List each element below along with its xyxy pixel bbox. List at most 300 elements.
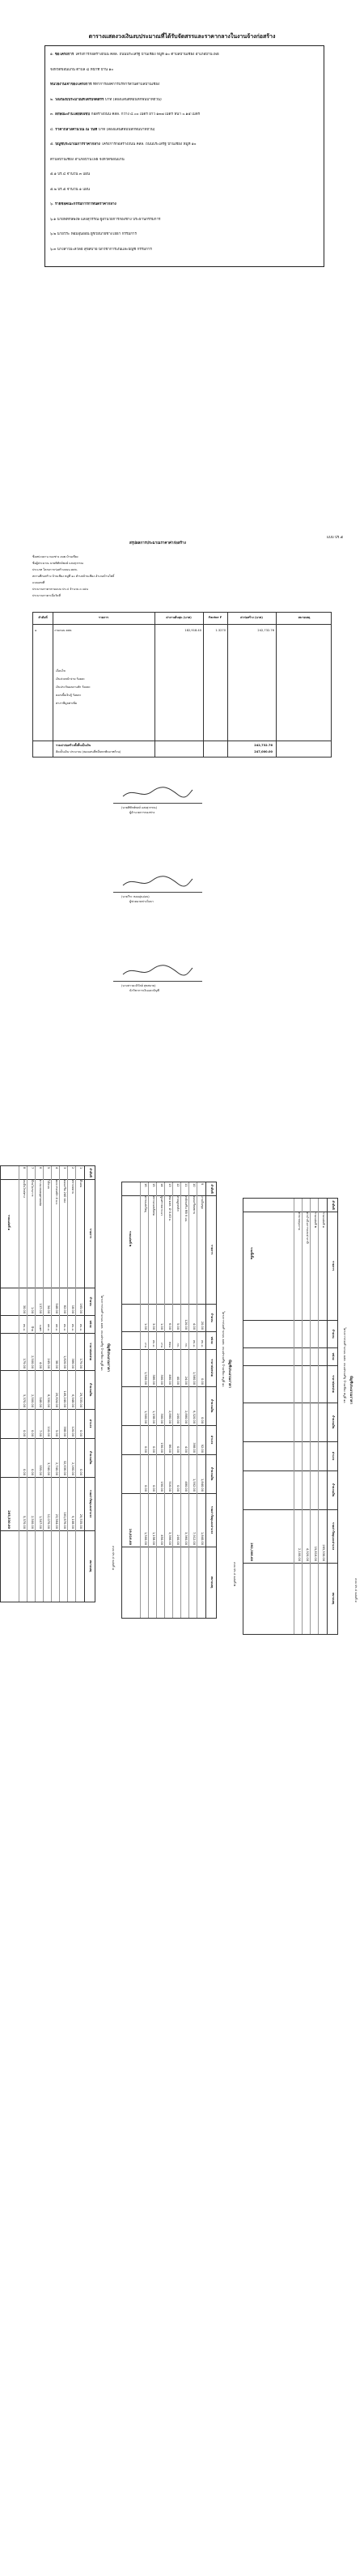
boq-cell: 516.00 <box>168 1481 171 1492</box>
boq-cell: 200.00 <box>176 1413 180 1424</box>
boq-cell: ทรายหยาบ <box>71 1180 74 1195</box>
info-number: ๑. <box>50 53 55 57</box>
round-value: 247,000.00 <box>254 750 273 753</box>
boq-sub: โครงการก่อสร้างถนน คสล. ถนนประเสริฐ บ้านเชียง หมู่ที่ ๑๐ <box>222 1311 225 1387</box>
boq-tag: แบบ ปร.๔ แผ่นที่ ๒ <box>233 1562 236 1586</box>
condition-line: เงินประกันผลงานหัก ร้อยละ <box>56 685 91 689</box>
boq-col-line <box>1 1530 95 1531</box>
total-label: รวมค่าก่อสร้างทั้งสิ้นเป็นเงิน <box>56 744 91 747</box>
boq-cell: 2,500.00 <box>31 1394 34 1407</box>
boq-cell: 2,880.00 <box>184 1410 188 1424</box>
info-text: โครงการก่อสร้างถนน คสล. ถนนประเสริฐ บ้านเชียง หมู่ที่ ๑๐ <box>101 142 197 146</box>
boq-header-cell: หมายเหตุ <box>210 1576 214 1589</box>
signature-scribble <box>121 874 194 890</box>
boq-cell: เมตร <box>39 1325 42 1331</box>
boq-cell: 15 <box>152 1183 155 1187</box>
boq-cell: 29,535.00 <box>79 1513 83 1529</box>
boq-cell: 1,500.00 <box>144 1371 147 1385</box>
boq-cell: 0.00 <box>31 1429 34 1437</box>
info-number: ๒. <box>50 97 55 102</box>
signer-name: (นายวีระ หอมอุ่นอ่อน) <box>121 895 150 898</box>
info-label: รายชื่อคณะกรรมการกำหนดราคากลาง <box>54 202 116 206</box>
table-row-cell: 1.3270 <box>215 629 226 632</box>
boq-cell: ค่าขนส่งวัสดุ <box>144 1196 147 1212</box>
boq-cell: 1,158.00 <box>152 1531 155 1545</box>
boq-cell: 86.00 <box>168 1444 171 1453</box>
boq-cell: ลบ.ม. <box>201 1339 204 1347</box>
signer-name: (นายพิทักษ์พงษ์ แสงสุวรรณ) <box>121 806 157 809</box>
table-col-line <box>154 613 155 757</box>
boq-cell: 179.00 <box>23 1358 26 1369</box>
boq-cell: 1,507.00 <box>39 1515 42 1529</box>
boq-sum-label: รวมแผ่นที่ ๒ <box>129 1231 132 1247</box>
condition-line: ค่าภาษีมูลค่าเพิ่ม <box>56 702 78 705</box>
info-number: ๕. <box>50 142 56 146</box>
boq-header-cell: รวมค่าวัสดุและค่าแรง <box>332 1521 335 1551</box>
boq-row-line <box>51 1166 52 1602</box>
table-header-line <box>33 624 331 625</box>
boq-cell: 0.00 <box>201 1377 204 1385</box>
boq-row-line <box>140 1182 141 1618</box>
info-text: จังหวัดขอนแก่น ตำบล ๘ หน้าที่ บ้าน ๑๐ <box>50 67 114 72</box>
boq-cell: 0.00 <box>201 1416 204 1424</box>
info-line <box>50 68 319 73</box>
info-text: บาท (สองแสนสี่หมื่นหกพันบาทถ้วน) <box>98 127 155 132</box>
boq-cell: ลบ.ม. <box>71 1323 74 1331</box>
boq-cell: 2,500.00 <box>31 1355 34 1369</box>
boq-header-cell: จำนวนเงิน <box>210 1466 214 1481</box>
boq-col-line <box>243 1470 337 1471</box>
boq-header-cell: ลำดับที่ <box>332 1200 335 1210</box>
info-number: ๓. <box>50 112 55 117</box>
boq-cell: 548.00 <box>55 1303 58 1313</box>
boq-cell: 5.00 <box>55 1429 58 1437</box>
info-text: ๕.๑ ปร.๔ จำนวน ๓ แผ่น <box>50 172 91 176</box>
boq-cell: 165.00 <box>79 1303 83 1313</box>
summary-section <box>32 542 332 1109</box>
boq-cell: ป้ายโครงการ <box>31 1180 34 1197</box>
boq-cell: 13 <box>168 1183 171 1187</box>
boq-cell: ตะแกรงเหล็ก 4 มม. <box>55 1180 58 1205</box>
boq-cell: 0.00 <box>31 1468 34 1475</box>
boq-cell: 14 <box>160 1183 163 1187</box>
summary-meta: ประเภท โครงการก่อสร้างถนน คสล. <box>32 568 78 571</box>
boq-header-cell: รวมค่าวัสดุและค่าแรง <box>210 1505 214 1534</box>
boq-row-line <box>180 1182 181 1618</box>
boq-col-line <box>243 1365 337 1366</box>
boq-header-cell: ค่าแรง <box>210 1435 214 1445</box>
boq-cell: 0.00 <box>79 1429 83 1437</box>
project-info-box <box>44 45 324 267</box>
boq-header-cell: จำนวนเงิน <box>89 1382 92 1397</box>
boq-cell: 3,396.00 <box>168 1531 171 1545</box>
boq-header: บัญชีประมาณราคา <box>228 1360 232 1388</box>
boq-header: บัญชีประมาณราคา <box>349 1376 353 1404</box>
boq-sum-label: รวมแผ่นที่ ๑ <box>7 1215 11 1231</box>
table-header-cell: รายการ <box>98 616 109 619</box>
boq-cell: 6,948.00 <box>71 1394 74 1407</box>
boq-cell: 2,500.00 <box>31 1515 34 1529</box>
boq-cell: ลบ.ม. <box>23 1323 26 1331</box>
boq-cell: 1,500.00 <box>144 1531 147 1545</box>
boq-header-cell: ลำดับที่ <box>210 1184 214 1194</box>
boq-table <box>0 1165 95 1602</box>
info-line <box>50 53 319 57</box>
summary-meta: ประมาณราคาเมื่อวันที่ <box>32 594 61 597</box>
boq-sum-value: 292,366.00 <box>250 1543 253 1561</box>
boq-sub: โครงการก่อสร้างถนน คสล. ถนนประเสริฐ บ้านเชียง หมู่ที่ ๑๐ <box>343 1327 346 1403</box>
signer-role: นักวิชาการเงินและบัญชี <box>129 989 159 992</box>
condition-line: เงินล่วงหน้าจ่าย ร้อยละ <box>56 677 85 681</box>
boq-cell: 1.00 <box>31 1306 34 1313</box>
info-line <box>50 128 319 133</box>
boq-cell: 265,530.00 <box>322 1544 325 1561</box>
table-row-cell: งานถนน คสล. <box>54 629 73 632</box>
info-text: ตำบลบ้านเชียง อำเภอบ้านโพธิ์ จังหวัดขอนแก่น <box>50 157 125 162</box>
boq-cell: 2 <box>71 1167 74 1169</box>
boq-cell: ลบ.ม. <box>152 1339 155 1347</box>
boq-cell: 1,500.00 <box>144 1410 147 1424</box>
boq-col-line <box>243 1441 337 1442</box>
boq-row-line <box>43 1166 44 1602</box>
boq-cell: 1.00 <box>144 1322 147 1330</box>
boq-cell: 0.00 <box>23 1429 26 1437</box>
boq-cell: 29,535.00 <box>79 1392 83 1407</box>
info-label: หน่วยงานเจ้าของโครงการ <box>50 83 93 87</box>
info-label: วงเงินงบประมาณที่ได้รับจัดสรร <box>54 97 105 102</box>
boq-cell: 92.00 <box>201 1444 204 1453</box>
boq-cell: 3,360.00 <box>184 1531 188 1545</box>
boq-header-cell: รวมค่าวัสดุและค่าแรง <box>89 1489 92 1518</box>
boq-cell: 1 <box>79 1167 83 1169</box>
boq-cell: ถมดินไหล่ทาง <box>23 1180 26 1198</box>
boq-cell: 149,240.00 <box>63 1390 66 1407</box>
info-text: ที่ทำการองค์การบริหารส่วนตำบลบ้านเชียง <box>92 83 160 87</box>
table-header-cell: ค่าก่อสร้าง (บาท) <box>240 616 263 619</box>
signer-role: ผู้อำนวยการกองช่าง <box>129 811 155 814</box>
boq-sheet <box>121 1182 235 1619</box>
info-text: ๖.๓ นางสาวมะลิวัลย์ สุขสบาย นักวิชาการเงินและบัญชี กรรมการ <box>50 247 152 252</box>
table-col-line <box>227 613 228 757</box>
boq-cell: ป้าย <box>31 1326 34 1331</box>
boq-cell: งาน <box>160 1342 163 1347</box>
info-line <box>50 188 319 193</box>
boq-row-line <box>156 1182 157 1618</box>
boq-cell: ลบ.ม. <box>193 1339 196 1347</box>
boq-row-line <box>302 1199 303 1634</box>
total-value: 242,732.76 <box>254 744 273 747</box>
boq-col-line <box>243 1347 337 1348</box>
boq-cell: 450.00 <box>160 1534 163 1545</box>
boq-header-cell: รายการ <box>89 1228 92 1239</box>
boq-row-line <box>59 1166 60 1602</box>
boq-cell: 7.00 <box>39 1429 42 1437</box>
boq-cell: ลบ.ม. <box>79 1323 83 1331</box>
info-text: โครงการก่อสร้างถนน คสล. ถนนประเสริฐ บ้านเชียง หมู่ที่ ๑๐ ตำบลบ้านเชียง อำเภอบ้านโพธิ์ <box>74 53 219 57</box>
boq-cell: 300.00 <box>160 1413 163 1424</box>
info-line <box>50 218 319 223</box>
info-line <box>50 83 319 87</box>
table-row-cell: 242,732.76 <box>257 629 274 632</box>
form-tag: แบบ ปร.๕ <box>327 536 344 540</box>
boq-cell: 12 <box>176 1183 180 1187</box>
boq-cell: 10 <box>193 1183 196 1187</box>
signer-name: (นางสาวมะลิวัลย์ สุขสบาย) <box>121 984 156 987</box>
boq-cell: 386.00 <box>152 1374 155 1385</box>
boq-cell: 3.00 <box>152 1322 155 1330</box>
boq-cell: 179.00 <box>79 1358 83 1369</box>
boq-header-cell: จำนวนเงิน <box>89 1450 92 1465</box>
boq-row-line <box>188 1182 189 1618</box>
boq-cell: 1,592.00 <box>193 1478 196 1492</box>
boq-cell: 9 <box>201 1183 204 1186</box>
boq-header-line <box>84 1166 85 1602</box>
boq-row-line <box>67 1166 68 1602</box>
info-text: ๕.๒ ปร.๕ จำนวน ๑ แผ่น <box>50 187 90 192</box>
boq-cell: 5 <box>47 1167 50 1169</box>
boq-cell: รวมแผ่นที่ ๒ <box>314 1212 317 1229</box>
summary-meta: ชื่อหน่วยงาน กองช่าง อบต.บ้านเชียง <box>32 555 78 558</box>
round-note: คิดเป็นเงิน ประมาณ (สองแสนสี่หมื่นหกพันบาทถ้วน) <box>56 750 121 753</box>
boq-cell: งาน <box>144 1342 147 1347</box>
boq-cell: เหล็กเสริม RB 9 มม. <box>184 1196 188 1223</box>
boq-row-line <box>310 1199 311 1634</box>
boq-cell: 1,580.00 <box>193 1371 196 1385</box>
boq-header-cell: รายการ <box>332 1260 335 1271</box>
boq-cell: 200.00 <box>176 1534 180 1545</box>
boq-cell: 300.00 <box>160 1374 163 1385</box>
boq-cell: 0.00 <box>144 1445 147 1453</box>
info-line <box>50 142 319 147</box>
info-text: ก่อสร้างถนน คสล. กว้าง ๔.๐๐ เมตร ยาว ๑๓๗ เมตร หนา ๐.๑๕ เมตร <box>91 112 201 117</box>
boq-header-cell: หน่วย <box>89 1320 92 1328</box>
boq-row-line <box>35 1166 36 1602</box>
boq-cell: 1,840.00 <box>201 1478 204 1492</box>
boq-sum-value: 19,816.00 <box>129 1528 132 1545</box>
boq-cell: ตร.ม. <box>47 1324 50 1331</box>
info-line <box>50 158 319 163</box>
boq-cell: 3 <box>63 1167 66 1169</box>
boq-cell: 8,330.00 <box>47 1394 50 1407</box>
info-line <box>50 112 319 117</box>
summary-meta: แบบเลขที่ <box>32 581 45 584</box>
boq-tag: แบบ ปร.๔ แผ่นที่ ๑ <box>112 1546 115 1570</box>
boq-cell: ค่าดำเนินการและค่าภาษี <box>306 1212 309 1244</box>
boq-cell: 34.00 <box>47 1305 50 1313</box>
info-text: บาท (สองแสนสี่หมื่นหกพันบาทถ้วน) <box>104 97 162 102</box>
info-line <box>50 202 319 207</box>
boq-cell: 2,160.00 <box>71 1462 74 1475</box>
boq-sub: โครงการก่อสร้างถนน คสล. ถนนประเสริฐ บ้านเชียง หมู่ที่ ๑๐ <box>100 1295 104 1371</box>
boq-cell: 2,740.00 <box>55 1462 58 1475</box>
boq-cell: 5.00 <box>176 1322 180 1330</box>
boq-cell: 398.00 <box>63 1426 66 1437</box>
boq-cell: 0.00 <box>144 1484 147 1492</box>
boq-cell: 5,370.00 <box>23 1515 26 1529</box>
boq-cell: งานดินขุด <box>201 1196 204 1209</box>
boq-cell: ลวดผูกเหล็ก <box>176 1196 180 1212</box>
boq-area <box>0 1165 364 2574</box>
boq-table <box>243 1198 338 1635</box>
boq-cell: 6 <box>39 1167 42 1169</box>
boq-cell: 137.00 <box>39 1303 42 1313</box>
info-number: ๖. <box>50 202 55 206</box>
boq-cell: 4 <box>55 1167 58 1169</box>
table-row-cell: ๑ <box>35 629 37 632</box>
boq-cell: 38.00 <box>55 1360 58 1369</box>
boq-header-cell: จำนวน <box>89 1296 92 1306</box>
document-title: ตารางแสดงวงเงินงบประมาณที่ได้รับจัดสรรและราคากลางในงานจ้างก่อสร้าง <box>88 33 276 40</box>
boq-cell: ปูนทรายยาแนว <box>160 1196 163 1216</box>
summary-meta: ประมาณราคาตามแบบ ปร.๔ จำนวน ๓ แผ่น <box>32 588 88 591</box>
boq-header-line <box>327 1199 328 1634</box>
boq-cell: 1,820.00 <box>63 1355 66 1369</box>
boq-cell: 24.00 <box>184 1376 188 1385</box>
boq-cell: 2,100.00 <box>298 1547 301 1561</box>
boq-header-cell: หมายเหตุ <box>332 1592 335 1605</box>
boq-header-cell: หน่วย <box>332 1352 335 1360</box>
info-label: บัญชีประมาณการราคากลาง <box>55 142 102 146</box>
boq-cell: 7 <box>31 1167 34 1169</box>
boq-cell: 4,920.00 <box>306 1547 309 1561</box>
boq-cell: 20,824.00 <box>55 1392 58 1407</box>
boq-header-line <box>205 1182 206 1618</box>
boq-header-cell: หมายเหตุ <box>89 1560 92 1572</box>
boq-sheet <box>0 1165 113 1602</box>
boq-cell: 1,840.00 <box>201 1531 204 1545</box>
boq-header-cell: หน่วย <box>210 1336 214 1344</box>
boq-row-line <box>75 1166 76 1602</box>
boq-cell: ท่อ คสล. Ø 0.40 ม. <box>168 1196 171 1222</box>
info-line <box>50 232 319 237</box>
boq-cell: 5,370.00 <box>23 1394 26 1407</box>
boq-cell: 398.00 <box>193 1442 196 1453</box>
boq-sum-label: รวมทั้งสิ้น <box>250 1247 253 1260</box>
boq-cell: 0.00 <box>79 1468 83 1475</box>
table-header-cell: ค่างานต้นทุน (บาท) <box>166 616 192 619</box>
boq-cell: 0.00 <box>176 1445 180 1453</box>
boq-cell: 181,876.00 <box>63 1512 66 1529</box>
boq-cell: 120.00 <box>184 1319 188 1330</box>
boq-cell: 110.00 <box>47 1426 50 1437</box>
boq-cell: 4.00 <box>193 1322 196 1330</box>
signature-line <box>113 981 202 982</box>
summary-table <box>32 612 332 758</box>
signature-line <box>113 803 202 804</box>
table-header-cell: หมายเหตุ <box>298 616 311 619</box>
boq-cell: 30.00 <box>23 1305 26 1313</box>
boq-header-cell: จำนวนเงิน <box>332 1483 335 1497</box>
boq-header-cell: ราคาต่อหน่วย <box>210 1359 214 1377</box>
boq-header-cell: จำนวน <box>210 1313 214 1322</box>
boq-header: บัญชีประมาณราคา <box>107 1343 111 1372</box>
boq-header-cell: จำนวน <box>332 1329 335 1339</box>
boq-cell: 12,070.00 <box>47 1513 50 1529</box>
info-label: ชื่อโครงการ <box>54 53 75 57</box>
boq-cell: 150.00 <box>160 1442 163 1453</box>
boq-cell: กก. <box>176 1343 180 1347</box>
boq-cell: ลบ.ม. <box>63 1323 66 1331</box>
boq-cell: 1.00 <box>160 1322 163 1330</box>
boq-cell: 82.00 <box>63 1305 66 1313</box>
info-line <box>50 248 319 253</box>
summary-meta: สถานที่ก่อสร้าง บ้านเชียง หมู่ที่ ๑๐ ตำบลบ้านเชียง อำเภอบ้านโพธิ์ <box>32 575 115 578</box>
boq-header-cell: ค่าแรง <box>89 1419 92 1428</box>
boq-row-line <box>172 1182 173 1618</box>
signature-scribble <box>121 963 194 979</box>
boq-cell: ไม้แบบ <box>47 1180 50 1190</box>
boq-cell: 4.00 <box>184 1445 188 1453</box>
info-number: ๔. <box>50 127 56 132</box>
condition-line: ดอกเบี้ยเงินกู้ ร้อยละ <box>56 694 82 697</box>
boq-cell: 3,740.00 <box>47 1462 50 1475</box>
table-row-cell: 182,918.40 <box>184 629 201 632</box>
boq-cell: 0.00 <box>176 1484 180 1492</box>
boq-cell: คอนกรีต 240 ksc <box>63 1180 66 1203</box>
boq-cell: 9,108.00 <box>71 1515 74 1529</box>
condition-line: เงื่อนไข <box>56 669 66 673</box>
boq-cell: 19,816.00 <box>314 1546 317 1561</box>
info-label: ราคากลางคำนวณ ณ วันที่ <box>55 127 99 132</box>
boq-cell: 20.00 <box>201 1321 204 1330</box>
info-line <box>50 172 319 177</box>
boq-cell: ท่อน <box>168 1342 171 1347</box>
boq-cell: 150.00 <box>160 1481 163 1492</box>
boq-cell: 18.00 <box>71 1305 74 1313</box>
boq-cell: 6.00 <box>168 1322 171 1330</box>
boq-sheet <box>243 1198 356 1635</box>
boq-cell: 8 <box>23 1167 26 1169</box>
boq-cell: กก. <box>184 1343 188 1347</box>
boq-cell: 2,880.00 <box>168 1410 171 1424</box>
boq-cell: 959.00 <box>39 1465 42 1475</box>
table-col-line <box>276 613 277 757</box>
boq-cell: 0.00 <box>152 1484 155 1492</box>
signature-line <box>113 892 202 893</box>
boq-cell: ตร.ม. <box>55 1324 58 1331</box>
boq-cell: คอนกรีตหยาบ <box>193 1196 196 1215</box>
boq-cell: 23,564.00 <box>55 1513 58 1529</box>
boq-cell: 548.00 <box>39 1397 42 1407</box>
summary-meta: ชื่อผู้ประมาณ นายพิทักษ์พงษ์ แสงสุวรรณ <box>32 562 83 565</box>
boq-cell: ค่าควบคุมงาน <box>298 1212 301 1231</box>
boq-cell: 32,636.00 <box>63 1460 66 1475</box>
boq-cell: รวมแผ่นที่ ๑ <box>322 1212 325 1228</box>
table-col-line <box>203 613 204 757</box>
summary-heading: สรุปผลการประมาณราคาค่าก่อสร้าง <box>129 541 186 545</box>
boq-cell: ดินถม <box>79 1180 83 1188</box>
boq-tag: แบบ ปร.๔ แผ่นที่ ๓ <box>354 1578 358 1603</box>
boq-cell: ทรายถมหลังท่อ <box>152 1196 155 1216</box>
boq-cell: 11 <box>184 1183 188 1187</box>
boq-sum-value: 265,530.00 <box>7 1510 11 1529</box>
boq-header-cell: ราคาต่อหน่วย <box>89 1343 92 1360</box>
boq-cell: 1,158.00 <box>152 1410 155 1424</box>
boq-cell: ยางมะตอยอุดรอยต่อ <box>39 1180 42 1206</box>
boq-cell: 480.00 <box>168 1374 171 1385</box>
boq-row-line <box>27 1166 28 1602</box>
boq-cell: 245.00 <box>47 1358 50 1369</box>
boq-cell: 0.00 <box>152 1445 155 1453</box>
signature-scribble <box>121 785 194 801</box>
boq-col-line <box>243 1320 337 1321</box>
boq-cell: 120.00 <box>71 1426 74 1437</box>
boq-cell: 16 <box>144 1183 147 1187</box>
boq-header-cell: ค่าแรง <box>332 1451 335 1461</box>
info-text: ๖.๑ นายพิทักษ์พงษ์ แสงสุวรรณ ผู้อำนวยการกองช่าง ประธานกรรมการ <box>50 217 161 222</box>
table-header-cell: Factor F <box>208 616 222 619</box>
boq-cell: 480.00 <box>184 1481 188 1492</box>
